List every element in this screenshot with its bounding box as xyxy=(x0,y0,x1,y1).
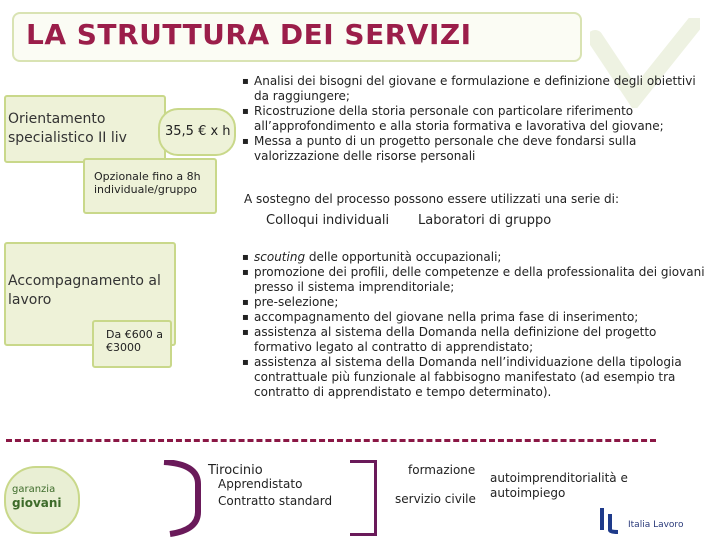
support-text: A sostegno del processo possono essere utilizzati una serie di: xyxy=(244,192,620,206)
brace-shape xyxy=(160,460,210,540)
list-item: ▪ Analisi dei bisogni del giovane e formulazione e definizione degli obiettivi da raggiungere; xyxy=(254,74,710,104)
page-title: LA STRUTTURA DEI SERVIZI xyxy=(26,18,472,51)
formazione-label: formazione xyxy=(408,463,476,477)
accompagnamento-price: Da €600 a €3000 xyxy=(106,328,163,354)
italia-lavoro-logo-icon xyxy=(596,504,626,534)
ministry-logo: Italia Lavoro xyxy=(628,520,684,530)
tirocinio-label: Tirocinio xyxy=(208,463,263,478)
list-item: ▪ assistenza al sistema della Domanda nella definizione del progetto formativo legato al contratto di apprendistato; xyxy=(254,325,710,355)
list-item: ▪ assistenza al sistema della Domanda nell’individuazione della tipologia contrattuale più funzionale al fabbisogno manifestato (ad esempio tra contratto di apprendistato e tempo determinato). xyxy=(254,355,710,400)
accompagnamento-bullets xyxy=(240,250,710,400)
list-item: ▪ Messa a punto di un progetto personale che deve fondarsi sulla valorizzazione delle risorse personali xyxy=(254,134,710,164)
apprendistato-label: Apprendistato xyxy=(218,477,303,491)
list-item: ▪ Ricostruzione della storia personale con particolare riferimento all’approfondimento e alla storia formativa e lavorativa del giovane; xyxy=(254,104,710,134)
orientamento-note: Opzionale fino a 8h individuale/gruppo xyxy=(94,170,201,196)
list-item: ▪ scouting delle opportunità occupazionali; xyxy=(254,250,710,265)
divider-bar xyxy=(350,460,377,536)
option-laboratori: Laboratori di gruppo xyxy=(418,213,552,228)
orientamento-price: 35,5 € x h xyxy=(165,124,231,139)
list-item: ▪ accompagnamento del giovane nella prima fase di inserimento; xyxy=(254,310,710,325)
orientamento-label: Orientamento specialistico II liv xyxy=(8,111,127,146)
list-item: ▪ pre-selezione; xyxy=(254,295,710,310)
garanzia-logo-text-1: garanzia xyxy=(12,484,56,495)
autoimprenditorialita-label: autoimprenditorialità e autoimpiego xyxy=(490,471,628,500)
garanzia-logo-text-2: giovani xyxy=(12,496,62,510)
dashed-divider xyxy=(6,439,656,442)
accompagnamento-label: Accompagnamento al lavoro xyxy=(8,273,161,308)
servizio-civile-label: servizio civile xyxy=(395,492,476,506)
orientamento-bullets xyxy=(240,74,710,164)
list-item: ▪ promozione dei profili, delle competenze e della professionalita dei giovani presso il sistema imprenditoriale; xyxy=(254,265,710,295)
option-colloqui: Colloqui individuali xyxy=(266,213,390,228)
contratto-label: Contratto standard xyxy=(218,494,333,508)
